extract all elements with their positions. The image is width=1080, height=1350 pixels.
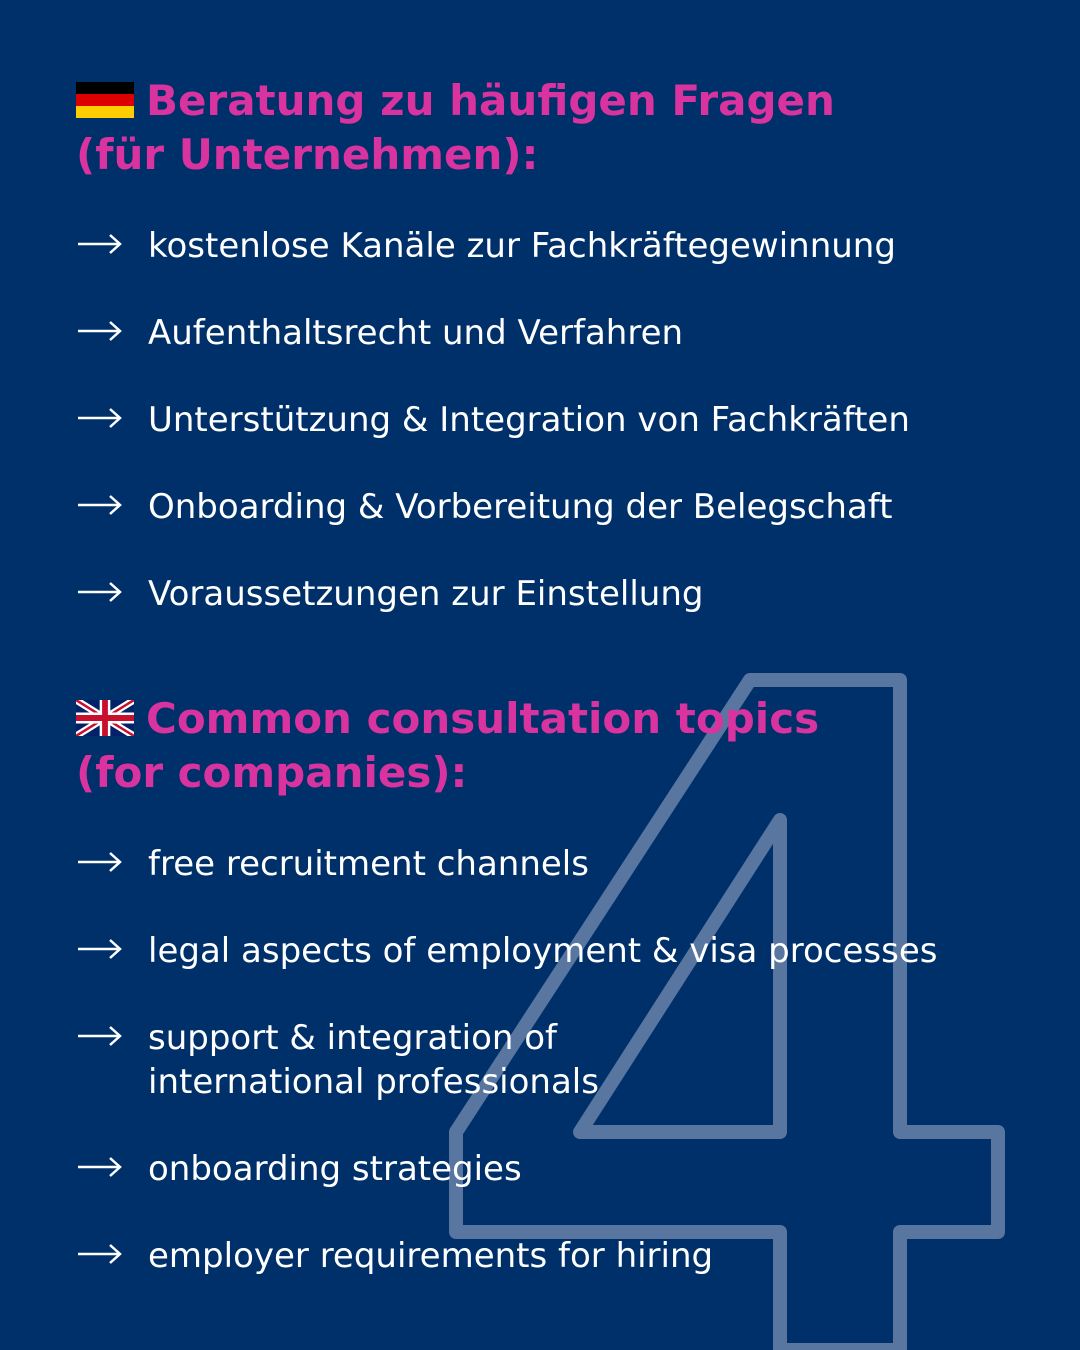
topic-list (76, 842, 1016, 1278)
arrow-right-icon (76, 848, 124, 876)
section-german (76, 74, 1016, 659)
list-item: employer requirements for hiring (76, 1234, 1016, 1278)
list-item: legal aspects of employment & visa processes (76, 929, 1016, 973)
arrow-right-icon (76, 491, 124, 519)
section-english (76, 692, 1016, 1321)
germany-flag-icon (76, 82, 134, 118)
arrow-right-icon (76, 935, 124, 963)
arrow-right-icon (76, 1153, 124, 1181)
arrow-right-icon (76, 404, 124, 432)
list-item: Onboarding & Vorbereitung der Belegschaft (76, 485, 1016, 529)
heading-line-1: Beratung zu häufigen Fragen (146, 76, 835, 125)
arrow-right-icon (76, 1022, 124, 1050)
arrow-right-icon (76, 578, 124, 606)
list-item: kostenlose Kanäle zur Fachkräftegewinnung (76, 224, 1016, 268)
arrow-right-icon (76, 317, 124, 345)
arrow-right-icon (76, 230, 124, 258)
arrow-right-icon (76, 1240, 124, 1268)
section-heading (76, 74, 1016, 182)
topic-list (76, 224, 1016, 616)
list-item: support & integration of international professionals (76, 1016, 1016, 1104)
list-item: Unterstützung & Integration von Fachkräften (76, 398, 1016, 442)
heading-line-2: (for companies): (76, 748, 468, 797)
heading-line-2: (für Unternehmen): (76, 130, 539, 179)
list-item: free recruitment channels (76, 842, 1016, 886)
uk-flag-icon (76, 700, 134, 736)
section-heading (76, 692, 1016, 800)
list-item: Aufenthaltsrecht und Verfahren (76, 311, 1016, 355)
list-item: onboarding strategies (76, 1147, 1016, 1191)
heading-line-1: Common consultation topics (146, 694, 820, 743)
list-item: Voraussetzungen zur Einstellung (76, 572, 1016, 616)
